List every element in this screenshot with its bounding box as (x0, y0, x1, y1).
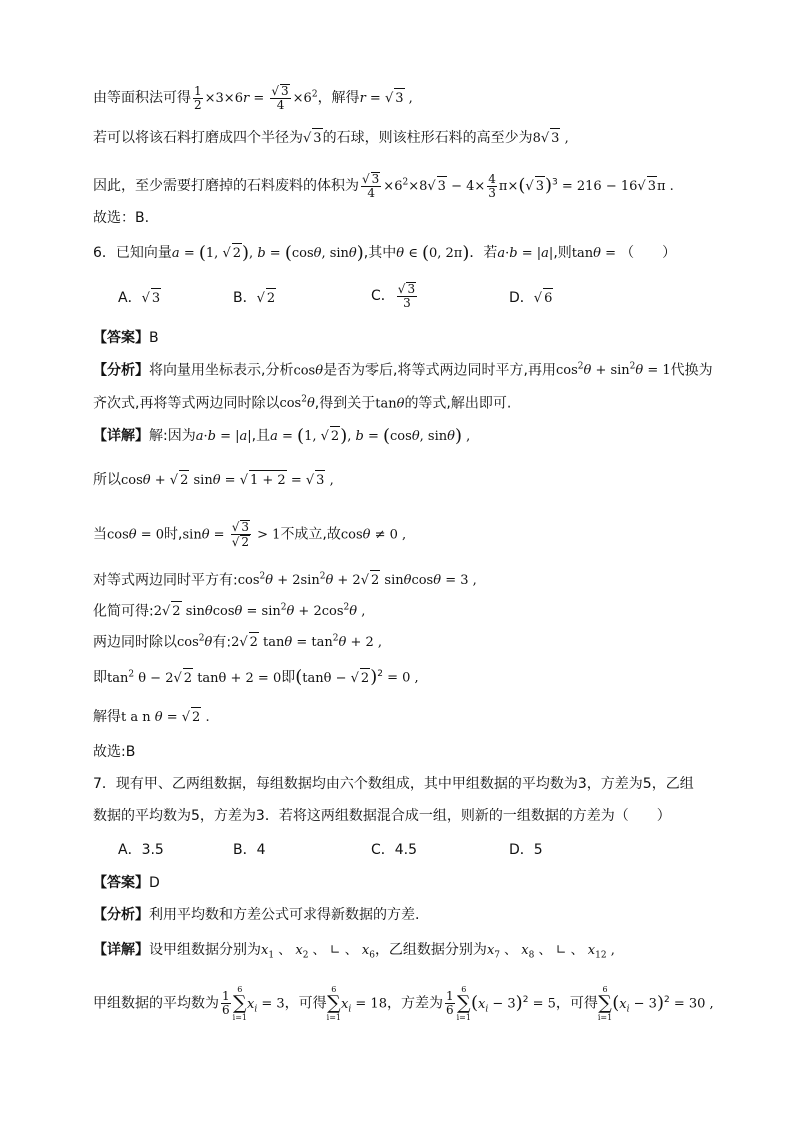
text: ，方差为 (386, 995, 443, 1012)
text: 解得 (93, 709, 121, 725)
option-b-label: B． (233, 290, 257, 306)
detail-6-line-5: 化简可得:2√ 2 $\sin\theta\cos\theta = \sin^2\theta + 2\cos^2\theta$ , (93, 598, 365, 622)
text: 的石球，则该柱形石料的高至少为 (322, 130, 533, 146)
option-d: D．5 (509, 842, 543, 858)
analysis-6-line-1: 【分析】将向量用坐标表示,分析cosθ是否为零后,将等式两边同时平方,再用$\cos^2\theta + \sin^2\theta = 1$代换为 (93, 362, 713, 379)
detail-6-line-6: 两边同时除以$\cos^2\theta$有:2√ 2 $\tan\theta = \tan^2\theta + 2$ , (93, 629, 382, 653)
detail-6-line-8: 解得t a n θ = √ 2 . (93, 707, 210, 728)
text: ．若 (469, 245, 498, 261)
text: 利用平均数和方差公式可求得新数据的方差. (149, 907, 420, 923)
solution-choice (93, 208, 149, 228)
answer-tag: 【答案】 (93, 875, 149, 891)
option-a-label: A． (118, 290, 142, 306)
text: （ ） (620, 245, 677, 261)
text: 甲组数据的平均数为 (93, 995, 219, 1012)
answer-6 (93, 328, 159, 348)
text: ，解得 (317, 90, 360, 106)
text: 代换为 (670, 362, 713, 379)
option-d-label: D． (509, 290, 534, 306)
document-page: 由等面积法可得 $\frac{1}{2}$ ×3×6r = $\frac{√ 3}{4}$ $\times 6^2$，解得r = √ 3 , 若可以将该石料打磨成四个半径为√ 3的石球，则该柱形石料的高至少为8√ 3 , 因此，至少需要打磨掉的石料废料的体积为 $\frac{√ 3}{4}$ $\times 6^2\times 8√$ 3 − 4× $\frac{4}{3}$ π×(√ 3)$^3$ = 216 − 16√ 3π . 故选：B. 6．已知向量a = (1, √ 2), b = (cosθ, sinθ),其中θ ∈ (0, 2π)．若a·b = |a|,则tanθ = （ ） A．√ 3 B．√ 2 C． $\frac{√ 3}{3}$ D．√ 6 【答案】B 【分析】将向量用坐标表示,分析cosθ是否为零后,将等式两边同时平方,再用$\cos^2\theta + \sin^2\theta = 1$代换为 齐次式,再将等式两边同时除以$\cos^2\theta$,得到关于tanθ的等式,解出即可. 【详解】解:因为a·b = |a|,且a = (1, √ 2), b = (cosθ, sinθ) , 所以cosθ + √ 2 sinθ = √ 1 + 2 = √ 3 , 当cosθ = 0时,sinθ = $\frac{√ 3}{√ 2}$ > 1不成立,故cosθ ≠ 0 , 对等式两边同时平方有$:\cos^2\theta + 2\sin^2\theta + 2√$ 2 sinθcosθ = 3 , 化简可得:2√ 2 $\sin\theta\cos\theta = \sin^2\theta + 2\cos^2\theta$ , 两边同时除以$\cos^2\theta$有:2√ 2 $\tan\theta = \tan^2\theta + 2$ , 即$\tan^2 \theta - 2√$ 2 tanθ + 2 = 0即(tanθ − √ 2)$^2$ = 0 , 解得t a n θ = √ 2 . 故选:B 7．现有甲、乙两组数据，每组数据均由六个数组成，其中甲组数据的平均数为3，方差为5，乙组 数据的平均数为5，方差为3．若将这两组数据混合成一组，则新的一组数据的方差为（ ） A．3.5 B．4 C．4.5 D．5 【答案】D 【分析】利用平均数和方差公式可求得新数据的方差. 【详解】设甲组数据分别为$x_1$ 、 $x_2$ 、 ∟ 、 $x_6$，乙组数据分别为$x_7$ 、 $x_8$ 、 ∟ 、 $x_{12}$ , 甲组数据的平均数为 $\frac{1}{6}$ 6 ∑ i=1 $x_i = 3$，可得 6 ∑ i=1 $x_i = 18$，方差为 $\frac{1}{6}$ 6 ∑ i=1 $(x_i - 3)^2 = 5$，可得 6 ∑ i=1 $(x_i - 3)^2 = 30$ , (93, 83, 714, 1022)
solution-line-waste-volume: 因此，至少需要打磨掉的石料废料的体积为 $\frac{√ 3}{4}$ $\times 6^2\times 8√$ 3 − 4× $\frac{4}{3}$ π×(√ 3)$^3$ = 216 − 16√ 3π . (93, 171, 674, 200)
option-a: A．3.5 (118, 842, 164, 858)
text: 若可以将该石料打磨成四个半径为 (93, 130, 303, 146)
text: 时, (164, 526, 183, 543)
solution-line-stone-height: 若可以将该石料打磨成四个半径为√ 3的石球，则该柱形石料的高至少为8√ 3 , (93, 128, 569, 149)
detail-tag: 【详解】 (93, 428, 149, 444)
text: ,其中 (363, 245, 397, 261)
answer-7 (93, 873, 160, 893)
text: 齐次式,再将等式两边同时除以 (93, 395, 280, 412)
detail-6-line-3: 当cosθ = 0时,sinθ = $\frac{√ 3}{√ 2}$ > 1不成立,故cosθ ≠ 0 , (93, 520, 407, 549)
text: ，可得 (284, 995, 327, 1012)
text: 解:因为 (149, 428, 196, 444)
detail-6-line-1: 【详解】解:因为a·b = |a|,且a = (1, √ 2), b = (cosθ, sinθ) , (93, 425, 471, 447)
question-6-stem: 6．已知向量a = (1, √ 2), b = (cosθ, sinθ),其中θ ∈ (0, 2π)．若a·b = |a|,则tanθ = （ ） (93, 242, 677, 264)
detail-6-line-7: 即$\tan^2 \theta - 2√$ 2 tanθ + 2 = 0即(tanθ − √ 2)$^2$ = 0 , (93, 666, 419, 688)
option-c: C．4.5 (371, 842, 418, 858)
analysis-7 (93, 905, 419, 925)
question-7-line-1 (93, 774, 694, 794)
text: ，可得 (555, 995, 598, 1012)
text: ，乙组数据分别为 (374, 942, 487, 958)
text: 所以 (93, 472, 121, 488)
text: ,且 (251, 428, 271, 444)
detail-7-line-2: 甲组数据的平均数为 $\frac{1}{6}$ 6 ∑ i=1 $x_i = 3$，可得 6 ∑ i=1 $x_i = 18$，方差为 $\frac{1}{6}$ 6 ∑ i=1 $(x_i - 3)^2 = 5$，可得 6 ∑ i=1 $(x_i - 3)^2 = 30$ , (93, 985, 714, 1022)
detail-6-choice (93, 742, 135, 762)
text: 6．已知向量 (93, 245, 172, 261)
answer-tag: 【答案】 (93, 330, 149, 346)
question-7-line-2 (93, 806, 671, 826)
text: 化简可得: (93, 603, 154, 620)
text: 故选:B (93, 744, 136, 760)
text: 7．现有甲、乙两组数据，每组数据均由六个数组成，其中甲组数据的平均数为3，方差为5，乙组 (93, 776, 694, 792)
text: 的等式,解出即可. (404, 395, 512, 412)
text: 将向量用坐标表示,分析 (149, 362, 294, 379)
solution-line-area-method: 由等面积法可得 $\frac{1}{2}$ ×3×6r = $\frac{√ 3}{4}$ $\times 6^2$，解得r = √ 3 , (93, 83, 413, 112)
text: ,得到关于 (314, 395, 376, 412)
option-b: B．4 (233, 842, 266, 858)
detail-6-line-2: 所以cosθ + √ 2 sinθ = √ 1 + 2 = √ 3 , (93, 470, 334, 491)
text: 设甲组数据分别为 (149, 942, 261, 958)
answer-value: D (149, 875, 160, 891)
analysis-tag: 【分析】 (93, 907, 149, 923)
text: 两边同时除以 (93, 634, 177, 651)
text: 对等式两边同时平方有: (93, 572, 238, 589)
detail-7-line-1: 【详解】设甲组数据分别为$x_1$ 、 $x_2$ 、 ∟ 、 $x_6$，乙组数据分别为$x_7$ 、 $x_8$ 、 ∟ 、 $x_{12}$ , (93, 942, 615, 961)
text: 因此，至少需要打磨掉的石料废料的体积为 (93, 178, 359, 194)
option-c-label: C． (371, 288, 395, 304)
text: 数据的平均数为5，方差为3．若将这两组数据混合成一组，则新的一组数据的方差为（ ） (93, 808, 671, 824)
text: 即 (93, 669, 107, 686)
detail-tag: 【详解】 (93, 942, 149, 958)
detail-6-line-4: 对等式两边同时平方有$:\cos^2\theta + 2\sin^2\theta + 2√$ 2 sinθcosθ = 3 , (93, 567, 477, 591)
analysis-tag: 【分析】 (93, 362, 149, 379)
text: 当 (93, 526, 107, 543)
text: ,则 (553, 245, 572, 261)
text: 即 (281, 669, 296, 686)
text: 故选：B. (93, 210, 150, 226)
text: 由等面积法可得 (93, 90, 191, 106)
answer-value: B (149, 330, 159, 346)
text: 是否为零后,将等式两边同时平方,再用 (323, 362, 556, 379)
text: 有: (212, 634, 232, 651)
text: 不成立,故 (280, 526, 341, 543)
analysis-6-line-2: 齐次式,再将等式两边同时除以$\cos^2\theta$,得到关于tanθ的等式,解出即可. (93, 395, 512, 412)
